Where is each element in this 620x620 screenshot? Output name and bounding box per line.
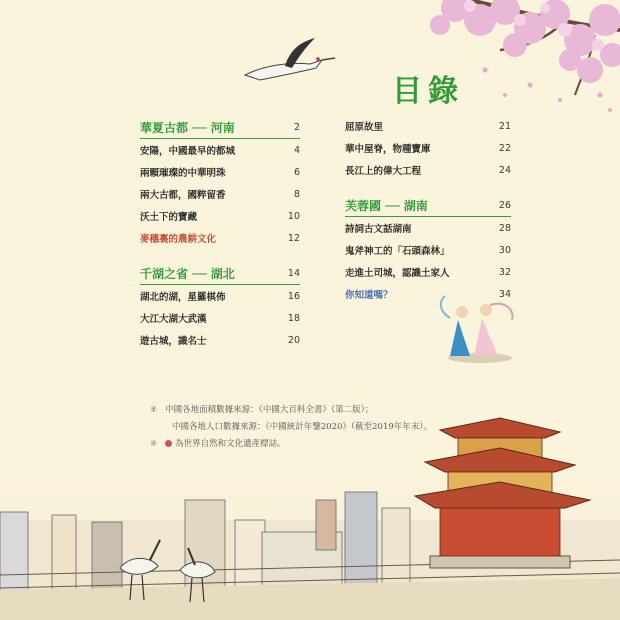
toc-entry-label: 你知道嗎？ — [345, 290, 393, 301]
toc-entry[interactable] — [345, 138, 511, 158]
toc-entry[interactable] — [140, 184, 300, 204]
toc-page-number: 34 — [498, 288, 511, 300]
flying-crane-illustration — [245, 38, 335, 80]
toc-page-number: 32 — [498, 266, 511, 278]
toc-entry-label: 走進土司城，認識土家人 — [345, 268, 450, 279]
toc-page-number: 8 — [293, 188, 300, 200]
footnote-line — [150, 402, 432, 419]
footnote-mark: ※ — [150, 405, 158, 415]
toc-page-number: 20 — [287, 334, 300, 346]
toc-entry-label: 千湖之省 ── 湖北 — [140, 266, 235, 281]
toc-page-number: 16 — [287, 290, 300, 302]
toc-entry-label: 屈原故里 — [345, 122, 384, 133]
toc-section-heading[interactable] — [140, 116, 300, 138]
dancers-illustration — [441, 296, 513, 363]
toc-page-number: 30 — [498, 244, 511, 256]
footnote-line — [150, 419, 432, 436]
toc-page-number: 21 — [498, 120, 511, 132]
section-underline — [140, 284, 300, 285]
toc-entry[interactable] — [345, 240, 511, 260]
toc-entry[interactable] — [140, 308, 300, 328]
toc-page-number: 14 — [287, 267, 300, 279]
toc-entry[interactable] — [140, 162, 300, 182]
toc-section-heading[interactable] — [140, 262, 300, 284]
toc-entry-label: 鬼斧神工的「石頭森林」 — [345, 246, 450, 257]
toc-entry-label: 華夏古都 ── 河南 — [140, 120, 235, 135]
toc-entry[interactable] — [140, 140, 300, 160]
footnote-line — [150, 436, 432, 453]
toc-entry[interactable] — [345, 218, 511, 238]
toc-entry[interactable] — [345, 262, 511, 282]
footnote-mark: ※ — [150, 439, 158, 449]
toc-page-number: 12 — [287, 232, 300, 244]
footnote-text: 中國各地人口數據來源：《中國統計年鑒2020》（截至2019年年末）。 — [172, 422, 433, 432]
toc-section-heading[interactable] — [345, 194, 511, 216]
toc-entry-label: 大江大湖大武漢 — [140, 314, 207, 325]
toc-entry-label: 沃土下的寶藏 — [140, 212, 198, 223]
toc-page-number: 10 — [287, 210, 300, 222]
toc-entry[interactable] — [345, 160, 511, 180]
footnotes — [150, 402, 432, 453]
toc-entry-label: 芙蓉國 ── 湖南 — [345, 198, 428, 213]
toc-entry-label: 湖北的湖，星羅棋佈 — [140, 292, 226, 303]
toc-entry-label: 華中屋脊，物種寶庫 — [345, 144, 431, 155]
toc-entry[interactable] — [345, 116, 511, 136]
section-underline — [140, 138, 300, 139]
toc-entry[interactable] — [140, 286, 300, 306]
toc-page-number: 22 — [498, 142, 511, 154]
toc-entry-label: 遊古城，識名士 — [140, 336, 207, 347]
footnote-text: 中國各地面積數據來源：《中國大百科全書》（第二版）； — [165, 405, 374, 415]
toc-entry[interactable] — [140, 206, 300, 226]
toc-page-number: 2 — [293, 121, 300, 133]
footnote-text: 為世界自然和文化遺產標誌。 — [175, 439, 286, 449]
toc-page-number: 28 — [498, 222, 511, 234]
toc-page-number: 6 — [293, 166, 300, 178]
toc-entry-label: 兩大古都，國粹留香 — [140, 190, 226, 201]
toc-entry-label: 長江上的偉大工程 — [345, 166, 422, 177]
toc-entry-label: 詩詞古文話湖南 — [345, 224, 412, 235]
toc-entry-label: 麥穗裏的農耕文化 — [140, 234, 217, 245]
toc-entry-label: 兩顆璀璨的中華明珠 — [140, 168, 226, 179]
toc-page-number: 24 — [498, 164, 511, 176]
page-title: 目錄 — [392, 74, 464, 109]
toc-page-number: 4 — [293, 144, 300, 156]
toc-entry[interactable] — [345, 284, 511, 304]
toc-entry[interactable] — [140, 228, 300, 248]
toc-page-number: 26 — [498, 199, 511, 211]
toc-page-number: 18 — [287, 312, 300, 324]
toc-entry[interactable] — [140, 330, 300, 350]
heritage-symbol-icon — [165, 440, 172, 447]
section-underline — [345, 216, 511, 217]
toc-entry-label: 安陽，中國最早的都城 — [140, 146, 236, 157]
